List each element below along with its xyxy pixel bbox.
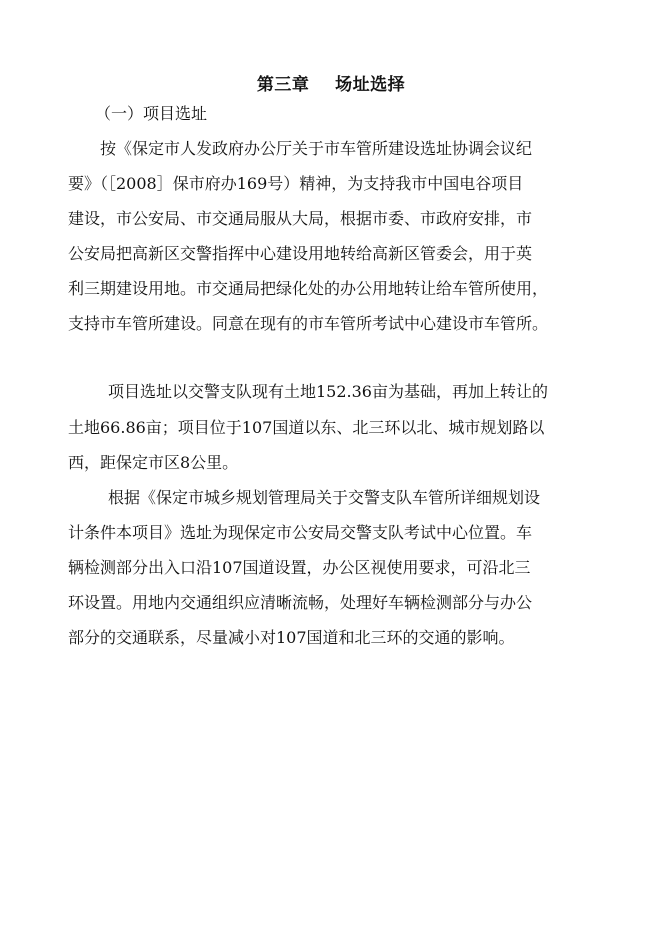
section-heading: （一）项目选址 xyxy=(95,104,208,123)
paragraph-line: 土地66.86亩；项目位于107国道以东、北三环以北、城市规划路以 xyxy=(68,418,545,437)
chapter-title: 第三章 场址选择 xyxy=(256,75,406,95)
paragraph-line: 根据《保定市城乡规划管理局关于交警支队车管所详细规划设 xyxy=(108,488,541,507)
paragraph-line: 建设，市公安局、市交通局服从大局，根据市委、市政府安排，市 xyxy=(68,209,533,228)
paragraph-line: 公安局把高新区交警指挥中心建设用地转给高新区管委会，用于英 xyxy=(68,244,533,263)
paragraph-line: 利三期建设用地。市交通局把绿化处的办公用地转让给车管所使用， xyxy=(68,279,549,298)
paragraph-line: 计条件本项目》选址为现保定市公安局交警支队考试中心位置。车 xyxy=(68,523,533,542)
paragraph-line: 支持市车管所建设。同意在现有的市车管所考试中心建设市车管所。 xyxy=(68,314,549,333)
paragraph-line: 辆检测部分出入口沿107国道设置，办公区视使用要求，可沿北三 xyxy=(68,558,531,577)
paragraph-line: 西，距保定市区8公里。 xyxy=(68,453,239,472)
paragraph-line: 要》（［2008］保市府办169号）精神，为支持我市中国电谷项目 xyxy=(68,174,524,193)
paragraph-line: 部分的交通联系，尽量减小对107国道和北三环的交通的影响。 xyxy=(68,628,515,647)
paragraph-line: 环设置。用地内交通组织应清晰流畅，处理好车辆检测部分与办公 xyxy=(68,593,533,612)
paragraph-line: 按《保定市人发政府办公厅关于市车管所建设选址协调会议纪 xyxy=(100,139,533,158)
paragraph-line: 项目选址以交警支队现有土地152.36亩为基础，再加上转让的 xyxy=(108,382,548,401)
